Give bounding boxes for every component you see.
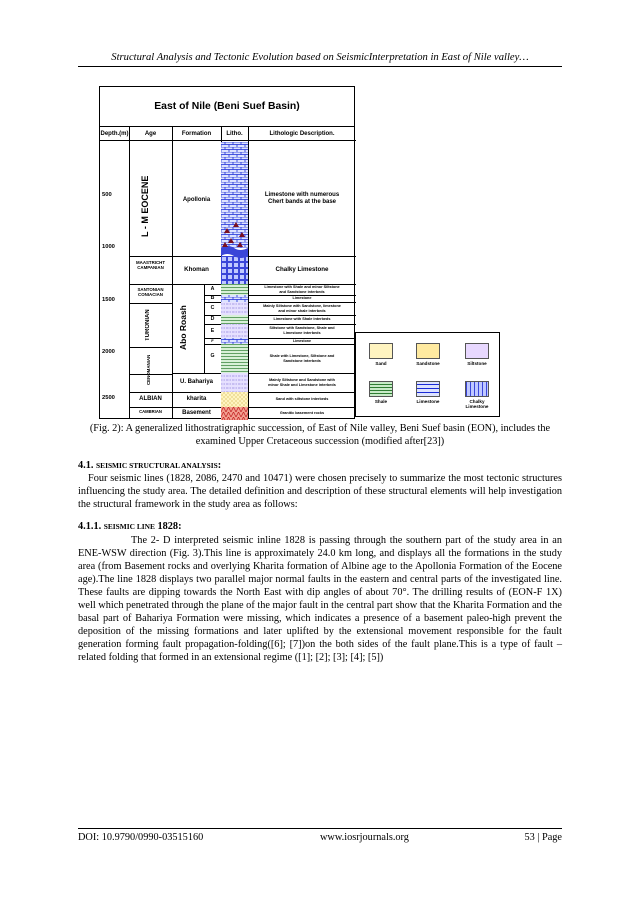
shale-swatch <box>369 381 393 397</box>
column-header-age: Age <box>129 127 172 141</box>
section-colon: : <box>217 460 222 471</box>
description-member-f: Limestone <box>293 338 311 343</box>
member-label: G <box>210 353 215 359</box>
column-header-description: Lithologic Description. <box>248 127 356 141</box>
legend-label: Sandstone <box>416 361 440 366</box>
description-member-g: Shale with Limestone, Siltstone and Sandstone interbeds <box>269 353 335 363</box>
formation-basement: Basement <box>182 410 211 416</box>
age-santonian: SANTONIAN CONIACIAN <box>137 287 164 298</box>
description-member-e: Siltstone with Sandstone, Shale and Limestone interbeds <box>269 326 335 335</box>
depth-label: 2000 <box>102 349 115 355</box>
unit-boundary <box>129 303 172 304</box>
member-label: E <box>210 328 215 334</box>
description-member-b: Limestone <box>292 296 312 301</box>
age-cenomanian: CENOMANIAN <box>146 354 151 386</box>
depth-label: 1000 <box>102 244 115 250</box>
legend-label: Chalky Limestone <box>465 399 489 410</box>
age-maastricht: MAASTRICHT CAMPANIAN <box>135 260 166 271</box>
lithology-legend <box>355 332 500 417</box>
column-header-formation: Formation <box>172 127 221 141</box>
section-number: 4.1.1. <box>78 521 102 532</box>
paragraph-4-1-1: The 2- D interpreted seismic inline 1828 is passing through the southern part of the study area in an ENE-WSW direction (Fig. 3).This line is approximately 24.0 km long, and displays all the formations in the study area (from Basement rocks and overlying Kharita formation of Albine age to the Apollonia Formation of the Eocene age).The line 1828 displays two parallel major normal faults in the eastern and central parts of the investigated line. These faults are dipping towards the North East with dip angles of about 70°. The drilling results of (EON-F 1X) well which penetrated through the plane of the major fault in the central part show that the Kharita Formation and the basal part of Bahariya Formation were missing, which indicates a presence of a basement paleo-high prevent the deposition of the missing formations and later uplifted by the extensional movement responsible for the fault generation forming fault propagation-folding([6]; [7])on the both sides of the fault plane.This is a type of fault –related folding that formed in an extensional regime ([1]; [2]; [3]; [4]; [5]) <box>78 535 562 663</box>
depth-label: 500 <box>102 192 112 198</box>
age-albian: ALBIAN <box>139 396 162 402</box>
age-cambrian: CAMBRIAN <box>139 409 162 414</box>
legend-item-shale <box>364 381 398 404</box>
legend-item-siltstone <box>460 343 494 366</box>
limestone-swatch <box>416 381 440 397</box>
legend-label: Shale <box>374 399 388 404</box>
figure-caption: (Fig. 2): A generalized lithostratigraphic succession, of East of Nile valley, Beni Suef basin (EON), includes the examined Upper Cretaceous succession (modified after[23]) <box>89 423 551 447</box>
age-turonian: TURONIAN <box>145 309 151 341</box>
description-basement: Granitic basement rocks <box>279 411 325 416</box>
legend-item-sandstone <box>411 343 445 366</box>
legend-label: Limestone <box>416 399 440 404</box>
description-member-a: Limestone with Shale and minor Siltstone and Sandstone interbeds <box>264 284 340 294</box>
description-khoman: Chalky Limestone <box>275 266 329 274</box>
legend-label: Sand <box>375 361 387 366</box>
legend-item-sand <box>364 343 398 366</box>
footer-page-number: 53 | Page <box>524 832 562 843</box>
siltstone-swatch <box>465 343 489 359</box>
description-kharita: Sand with siltstone interbeds <box>275 397 329 402</box>
figure-title: East of Nile (Beni Suef Basin) <box>100 87 354 127</box>
age-eocene: L - M EOCENE <box>140 175 150 238</box>
member-label: C <box>210 305 215 311</box>
unit-boundary <box>129 347 172 348</box>
formation-abo-roash: Abo Roash <box>178 305 188 351</box>
description-member-d: Limestone with Shale interbeds <box>273 317 331 322</box>
footer-website[interactable]: www.iosrjournals.org <box>320 832 409 843</box>
description-member-c: Mainly Siltstone with Sandstone, limestone and minor shale interbeds <box>263 303 341 313</box>
formation-khoman: Khoman <box>184 266 209 273</box>
section-title: SEISMIC STRUCTURAL ANALYSIS <box>96 461 218 470</box>
lithology-column <box>221 142 248 420</box>
section-title: SEISMIC LINE <box>103 522 155 531</box>
section-heading-4-1 <box>78 460 221 471</box>
section-heading-4-1-1 <box>78 521 182 532</box>
member-label: F <box>211 338 214 343</box>
legend-item-chalky-limestone <box>460 381 494 409</box>
header-rule <box>78 66 562 67</box>
column-header-litho: Litho. <box>221 127 248 141</box>
sandstone-swatch <box>416 343 440 359</box>
depth-label: 1500 <box>102 297 115 303</box>
running-header: Structural Analysis and Tectonic Evolution based on SeismicInterpretation in East of Nile valley… <box>111 52 529 63</box>
depth-label: 2500 <box>102 395 115 401</box>
member-label: A <box>210 286 215 292</box>
member-label: B <box>210 295 215 301</box>
legend-item-limestone <box>411 381 445 404</box>
sand-swatch <box>369 343 393 359</box>
member-label: D <box>210 316 215 322</box>
footer-doi: DOI: 10.9790/0990-03515160 <box>78 832 204 843</box>
section-line-number: 1828: <box>157 521 182 532</box>
column-header-depth: Depth.(m) <box>100 127 129 141</box>
legend-label: Siltstone <box>467 361 487 366</box>
description-apollonia: Limestone with numerous Chert bands at the base <box>264 191 340 205</box>
formation-bahariya: U. Bahariya <box>179 379 213 385</box>
formation-kharita: kharita <box>186 396 207 402</box>
chalky-limestone-swatch <box>465 381 489 397</box>
description-bahariya: Mainly Siltstone and Sandstone with minor Shale and Limestone interbeds <box>268 377 336 387</box>
section-number: 4.1. <box>78 460 94 471</box>
footer-rule <box>78 828 562 829</box>
stratigraphic-column-figure <box>99 86 355 419</box>
formation-apollonia: Apollonia <box>182 197 211 203</box>
paragraph-4-1: Four seismic lines (1828, 2086, 2470 and 10471) were chosen precisely to summarize the most tectonic structures influencing the study area. The detailed definition and description of these structural elements will help investigation the structural framework in the study area as follows: <box>78 473 562 510</box>
